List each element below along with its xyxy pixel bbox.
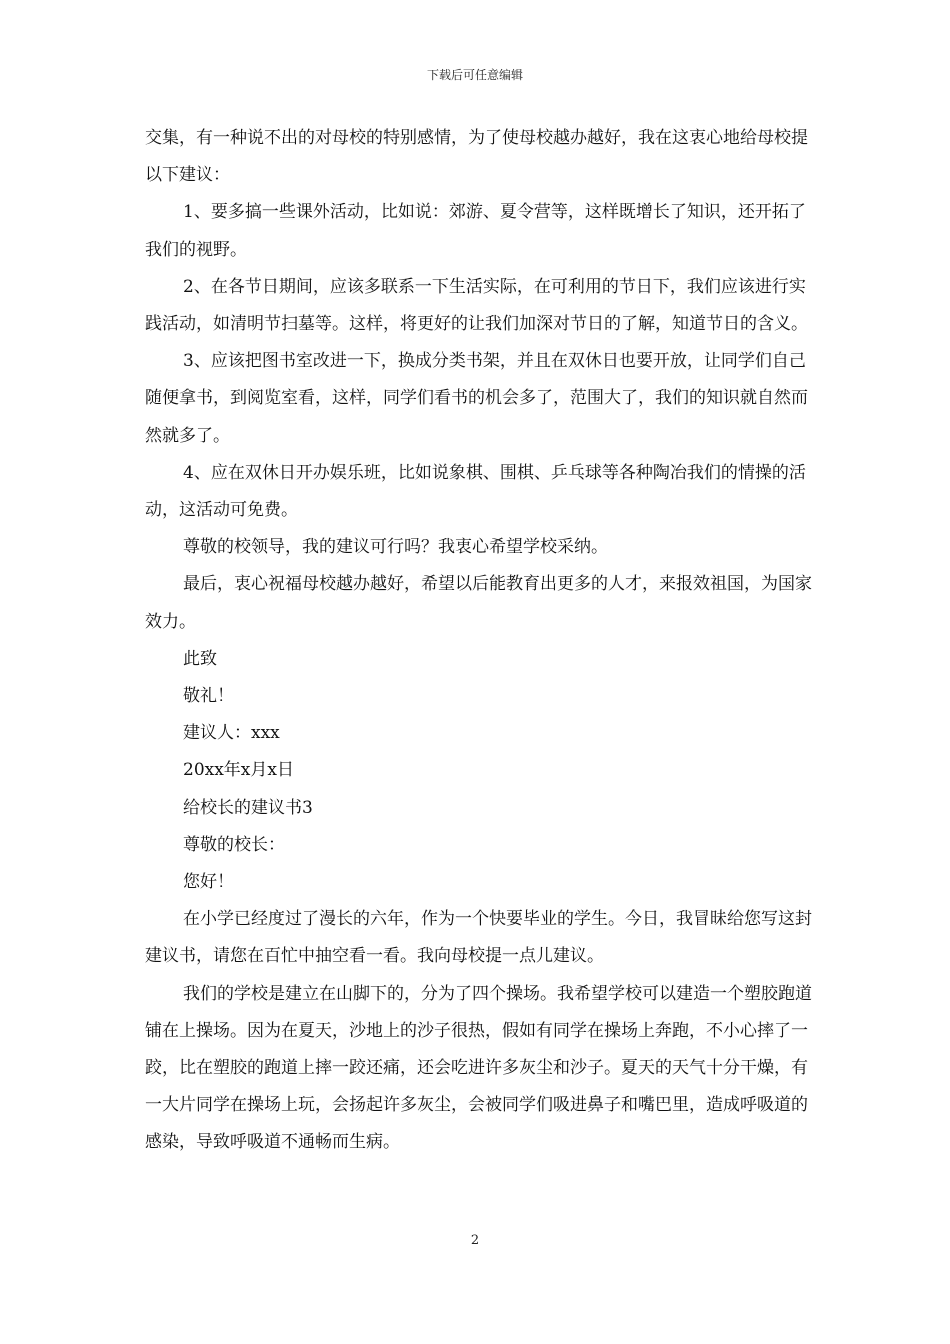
section-title: 给校长的建议书3 — [183, 797, 313, 818]
closing-respect: 敬礼！ — [183, 686, 234, 707]
paragraph: 1、要多搞一些课外活动，比如说：郊游、夏令营等，这样既增长了知识，还开拓了我们的视野。 — [145, 202, 806, 260]
page-header: 下载后可任意编辑 — [426, 68, 523, 82]
page-number: 2 — [470, 1233, 480, 1248]
paragraph: 4、应在双休日开办娱乐班，比如说象棋、围棋、乒乓球等各种陶冶我们的情操的活动，这活动可免费。 — [145, 462, 806, 521]
signature-line: 建议人：xxx — [183, 723, 280, 744]
paragraph: 2、在各节日期间，应该多联系一下生活实际，在可利用的节日下，我们应该进行实践活动，如清明节扫墓等。这样，将更好的让我们加深对节日的了解，知道节日的含义。 — [145, 276, 808, 335]
document-body — [145, 120, 817, 1162]
salutation: 尊敬的校长： — [183, 834, 285, 855]
paragraph: 交集，有一种说不出的对母校的特别感情，为了使母校越办越好，我在这衷心地给母校提以下建议： — [145, 128, 808, 186]
paragraph: 最后，衷心祝福母校越办越好，希望以后能教育出更多的人才，来报效祖国，为国家效力。 — [145, 574, 812, 632]
paragraph: 在小学已经度过了漫长的六年，作为一个快要毕业的学生。今日，我冒昧给您写这封建议书，请您在百忙中抽空看一看。我向母校提一点儿建议。 — [145, 909, 812, 967]
paragraph: 3、应该把图书室改进一下，换成分类书架，并且在双休日也要开放，让同学们自己随便拿书，到阅览室看，这样，同学们看书的机会多了，范围大了，我们的知识就自然而然就多了。 — [145, 351, 808, 446]
closing-salutation: 此致 — [183, 648, 217, 669]
date-line: 20xx年x月x日 — [183, 760, 294, 781]
paragraph: 尊敬的校领导，我的建议可行吗？我衷心希望学校采纳。 — [183, 537, 608, 558]
greeting: 您好！ — [183, 872, 234, 893]
paragraph: 我们的学校是建立在山脚下的，分为了四个操场。我希望学校可以建造一个塑胶跑道铺在上操场。因为在夏天，沙地上的沙子很热，假如有同学在操场上奔跑，不小心摔了一跤，比在塑胶的跑道上摔一跤还痛，还会吃进许多灰尘和沙子。夏天的天气十分干燥，有一大片同学在操场上玩，会扬起许多灰尘，会被同学们吸进鼻子和嘴巴里，造成呼吸道的感染，导致呼吸道不通畅而生病。 — [145, 983, 812, 1153]
